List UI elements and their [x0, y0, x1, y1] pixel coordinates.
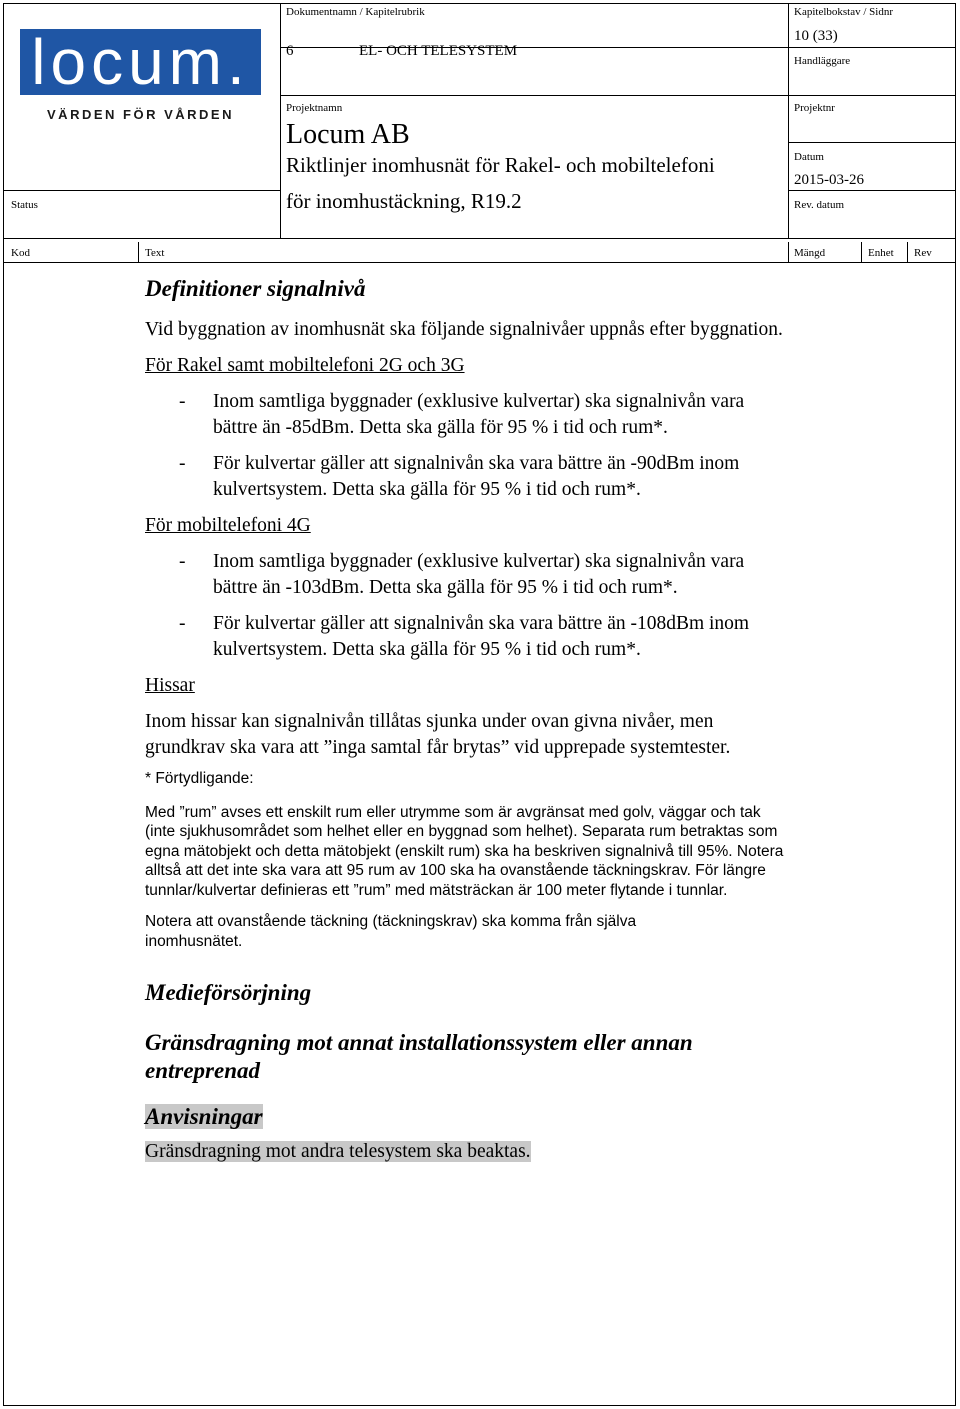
- list-item-text: Inom samtliga byggnader (exklusive kulvertar) ska signalnivån vara bättre än -85dBm. Detta ska gälla för 95 % i tid och rum*.: [213, 391, 745, 438]
- list-item-text: För kulvertar gäller att signalnivån ska vara bättre än -90dBm inom kulvertsystem. Detta ska gälla för 95 % i tid och rum*.: [213, 453, 740, 500]
- company-name: Locum AB: [286, 119, 410, 150]
- note-paragraph-2: Notera att ovanstående täckning (täckningskrav) ska komma från själva inomhusnätet.: [145, 913, 637, 950]
- rakel-list: [145, 389, 794, 503]
- subheading-rakel: För Rakel samt mobiltelefoni 2G och 3G: [145, 355, 465, 376]
- highlighted-text: Anvisningar: [145, 1104, 263, 1129]
- heading-anvisningar: [145, 1103, 805, 1131]
- final-paragraph: [145, 1139, 805, 1165]
- column-header-line: [3, 262, 956, 263]
- column-text: Text: [145, 247, 165, 259]
- heading-gransdragning: Gränsdragning mot annat installationssystem eller annan entreprenad: [145, 1030, 693, 1083]
- column-divider: [907, 242, 908, 262]
- logo-wordmark: locum.: [31, 26, 250, 98]
- column-divider: [788, 242, 789, 262]
- column-enhet: Enhet: [868, 247, 894, 259]
- status-label: Status: [11, 199, 38, 211]
- dash-marker: -: [179, 453, 186, 474]
- header-divider: [788, 190, 956, 191]
- list-item-text: För kulvertar gäller att signalnivån ska vara bättre än -108dBm inom kulvertsystem. Detta ska gälla för 95 % i tid och rum*.: [213, 613, 750, 660]
- header-divider: [3, 190, 280, 191]
- chapter-number: 6: [286, 43, 294, 59]
- list-item: [179, 389, 773, 441]
- page-value: 10 (33): [794, 28, 838, 44]
- list-item: [179, 611, 794, 663]
- list-item-text: Inom samtliga byggnader (exklusive kulvertar) ska signalnivån vara bättre än -103dBm. Detta ska gälla för 95 % i tid och rum*.: [213, 551, 745, 598]
- heading-medieforsorjning: Medieförsörjning: [145, 980, 312, 1005]
- dash-marker: -: [179, 551, 186, 572]
- column-rev: Rev: [914, 247, 932, 259]
- hissar-paragraph: Inom hissar kan signalnivån tillåtas sjunka under ovan givna nivåer, men grundkrav ska vara att ”inga samtal får brytas” vid upprepade systemtester.: [145, 711, 731, 758]
- header-divider: [280, 3, 281, 238]
- header-bottom-line: [3, 238, 956, 239]
- datum-value: 2015-03-26: [794, 172, 864, 188]
- dash-marker: -: [179, 391, 186, 412]
- datum-label: Datum: [794, 151, 824, 163]
- header-divider: [788, 142, 956, 143]
- projektnamn-label: Projektnamn: [286, 102, 343, 114]
- locum-logo: [20, 26, 261, 98]
- intro-paragraph: Vid byggnation av inomhusnät ska följande signalnivåer uppnås efter byggnation.: [145, 319, 783, 340]
- chapter-title: EL- OCH TELESYSTEM: [359, 43, 518, 59]
- header-divider: [788, 3, 789, 238]
- project-title-line2: för inomhustäckning, R19.2: [286, 189, 522, 213]
- note-title: * Förtydligande:: [145, 770, 254, 787]
- note-paragraph: Med ”rum” avses ett enskilt rum eller utrymme som är avgränsat med golv, väggar och tak (inte sjukhusområdet som helhet eller en byggnad som helhet). Separata rum betraktas som egna mätobjekt och detta mätobjekt (enskilt rum) ska ha beskriven signalnivå till 95%. Notera alltså att det inte ska vara att 95 rum av 100 ska ha ovanstående täckningskrav. För längre tunnlar/kulvertar definieras ett ”rum” med mätsträckan är 100 meter flytande i tunnlar.: [145, 803, 784, 899]
- project-title-line1: Riktlinjer inomhusnät för Rakel- och mobiltelefoni: [286, 153, 715, 177]
- subheading-hissar: Hissar: [145, 675, 195, 696]
- column-mangd: Mängd: [794, 247, 826, 259]
- dash-marker: -: [179, 613, 186, 634]
- heading-definitioner: Definitioner signalnivå: [145, 276, 366, 301]
- highlighted-text: Gränsdragning mot andra telesystem ska beaktas.: [145, 1141, 531, 1162]
- column-divider: [861, 242, 862, 262]
- logo-tagline: VÄRDEN FÖR VÅRDEN: [47, 107, 234, 122]
- subheading-4g: För mobiltelefoni 4G: [145, 515, 311, 536]
- handlaggare-label: Handläggare: [794, 55, 851, 67]
- header-divider: [280, 95, 956, 96]
- list-item: [179, 451, 794, 503]
- list-item: [179, 549, 785, 601]
- page-label: Kapitelbokstav / Sidnr: [794, 6, 893, 18]
- column-kod: Kod: [11, 247, 30, 259]
- column-divider: [138, 242, 139, 262]
- rev-datum-label: Rev. datum: [794, 199, 844, 211]
- document-body: [145, 275, 805, 1165]
- mobil-4g-list: [145, 549, 794, 663]
- doc-name-label: Dokumentnamn / Kapitelrubrik: [286, 6, 425, 18]
- projektnr-label: Projektnr: [794, 102, 835, 114]
